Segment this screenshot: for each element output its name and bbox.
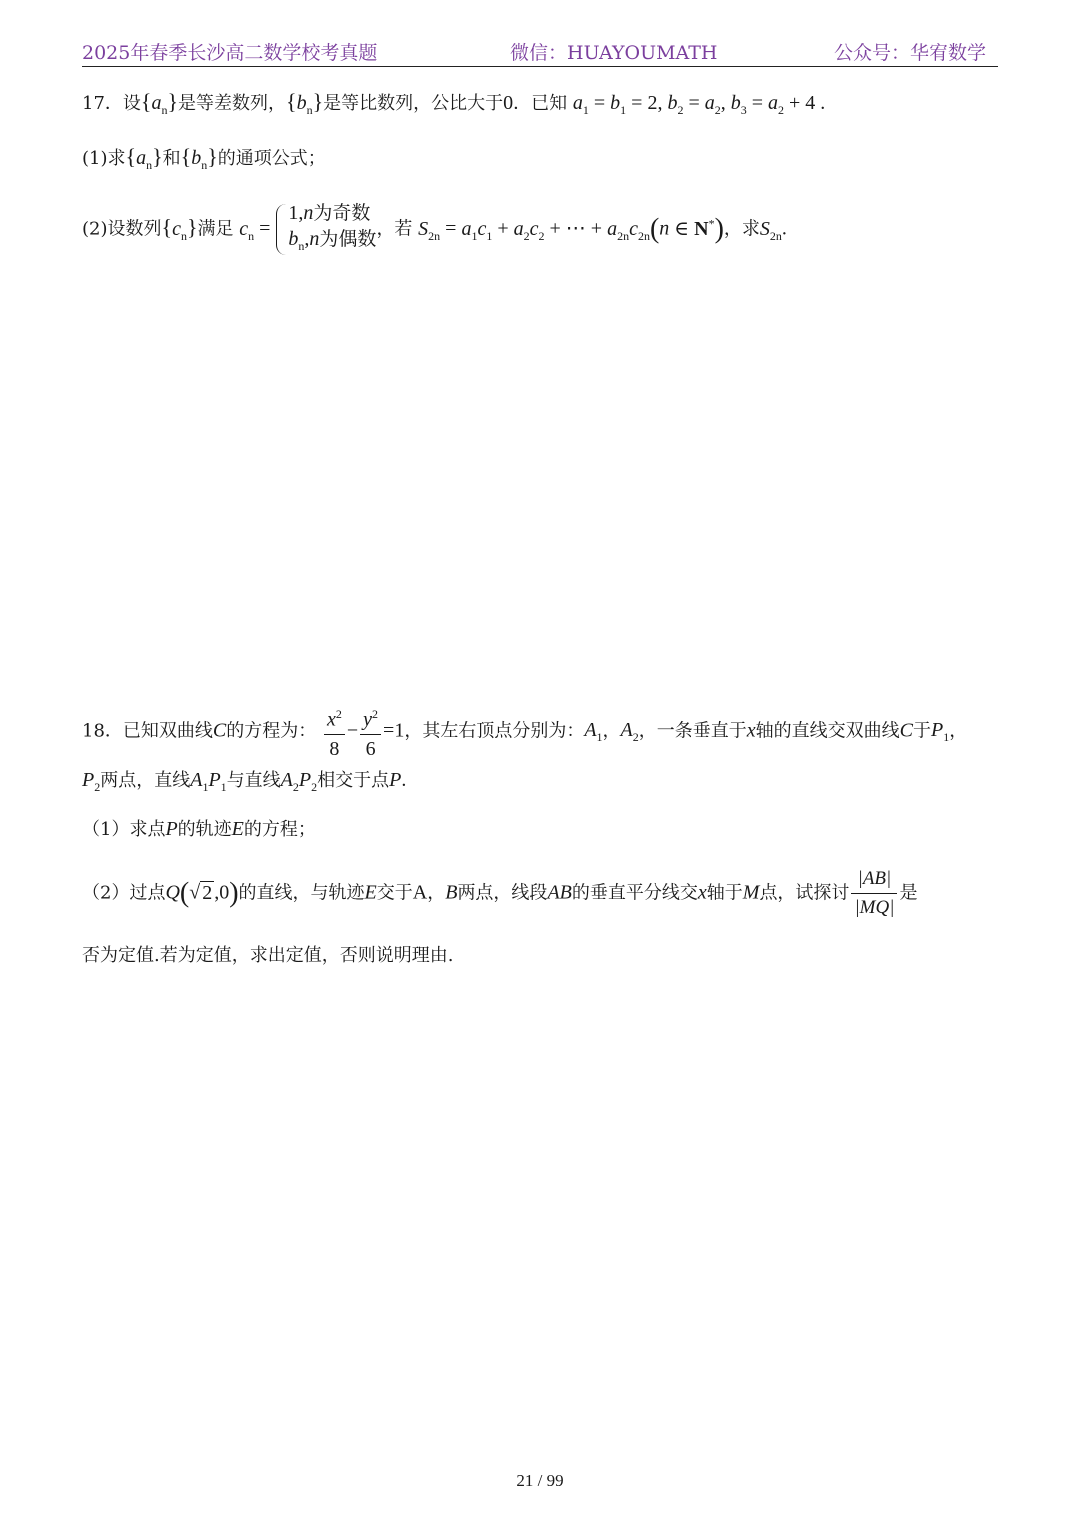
fraction-y2-over-6: $\frac{y^2}{6}$: [360, 702, 381, 761]
q18-part1: （1）求点P的轨迹E的方程；: [82, 818, 316, 840]
q18-stem-line2: $P_2$两点，直线$A_1P_1$与直线$A_2P_2$相交于点P.: [82, 769, 407, 794]
header-wechat: 微信：HUAYOUMATH: [510, 42, 718, 64]
header-title: 2025年春季长沙高二数学校考真题: [82, 42, 378, 64]
q18-part2: （2）过点Q(√ 2 ,0)的直线，与轨迹E交于A，B两点，线段AB的垂直平分线交x轴于M点，试探讨 $\frac{|AB|}{|MQ|}$ 是: [82, 868, 918, 918]
page-number: 21 / 99: [516, 1471, 564, 1490]
page-header: [82, 36, 998, 67]
q18-stem-line1: 18．已知双曲线C的方程为： $\frac{x^2}{8}$ − $\frac{y^2}{6}$ =1，其左右顶点分别为：$A_1$，$A_2$，一条垂直于x轴的直线交双曲线C于$P_1$，: [82, 702, 967, 761]
fraction-x2-over-8: $\frac{x^2}{8}$: [324, 702, 345, 761]
piecewise-definition: 1,n为奇数 $b_n,n$为偶数: [272, 200, 376, 259]
header-account: 公众号：华宥数学: [833, 42, 986, 64]
q17-part1: (1)求$\{a_n\}$和$\{b_n\}$的通项公式；: [82, 144, 326, 172]
q17-part2: (2)设数列$\{c_n\}$满足 $c_n$ = 1,n为奇数 $b_n,n$为偶数 ，若 $S_{2n} = a_1c_1 + a_2c_2$ + ⋯ + $a_{2n}c_{2n}(n$ ∈ N*)，求$S_{2n}$.: [82, 200, 787, 259]
fraction-ab-over-mq: $\frac{|AB|}{|MQ|}$: [851, 867, 897, 920]
q17-stem: 17．设$\{a_n\}$是等差数列，$\{b_n\}$是等比数列，公比大于0．已知 $a_1 = b_1 = 2$, $b_2 = a_2$, $b_3 = a_2 + 4$ .: [82, 89, 826, 117]
q18-part2-cont: 否为定值.若为定值，求出定值，否则说明理由.: [82, 945, 454, 966]
